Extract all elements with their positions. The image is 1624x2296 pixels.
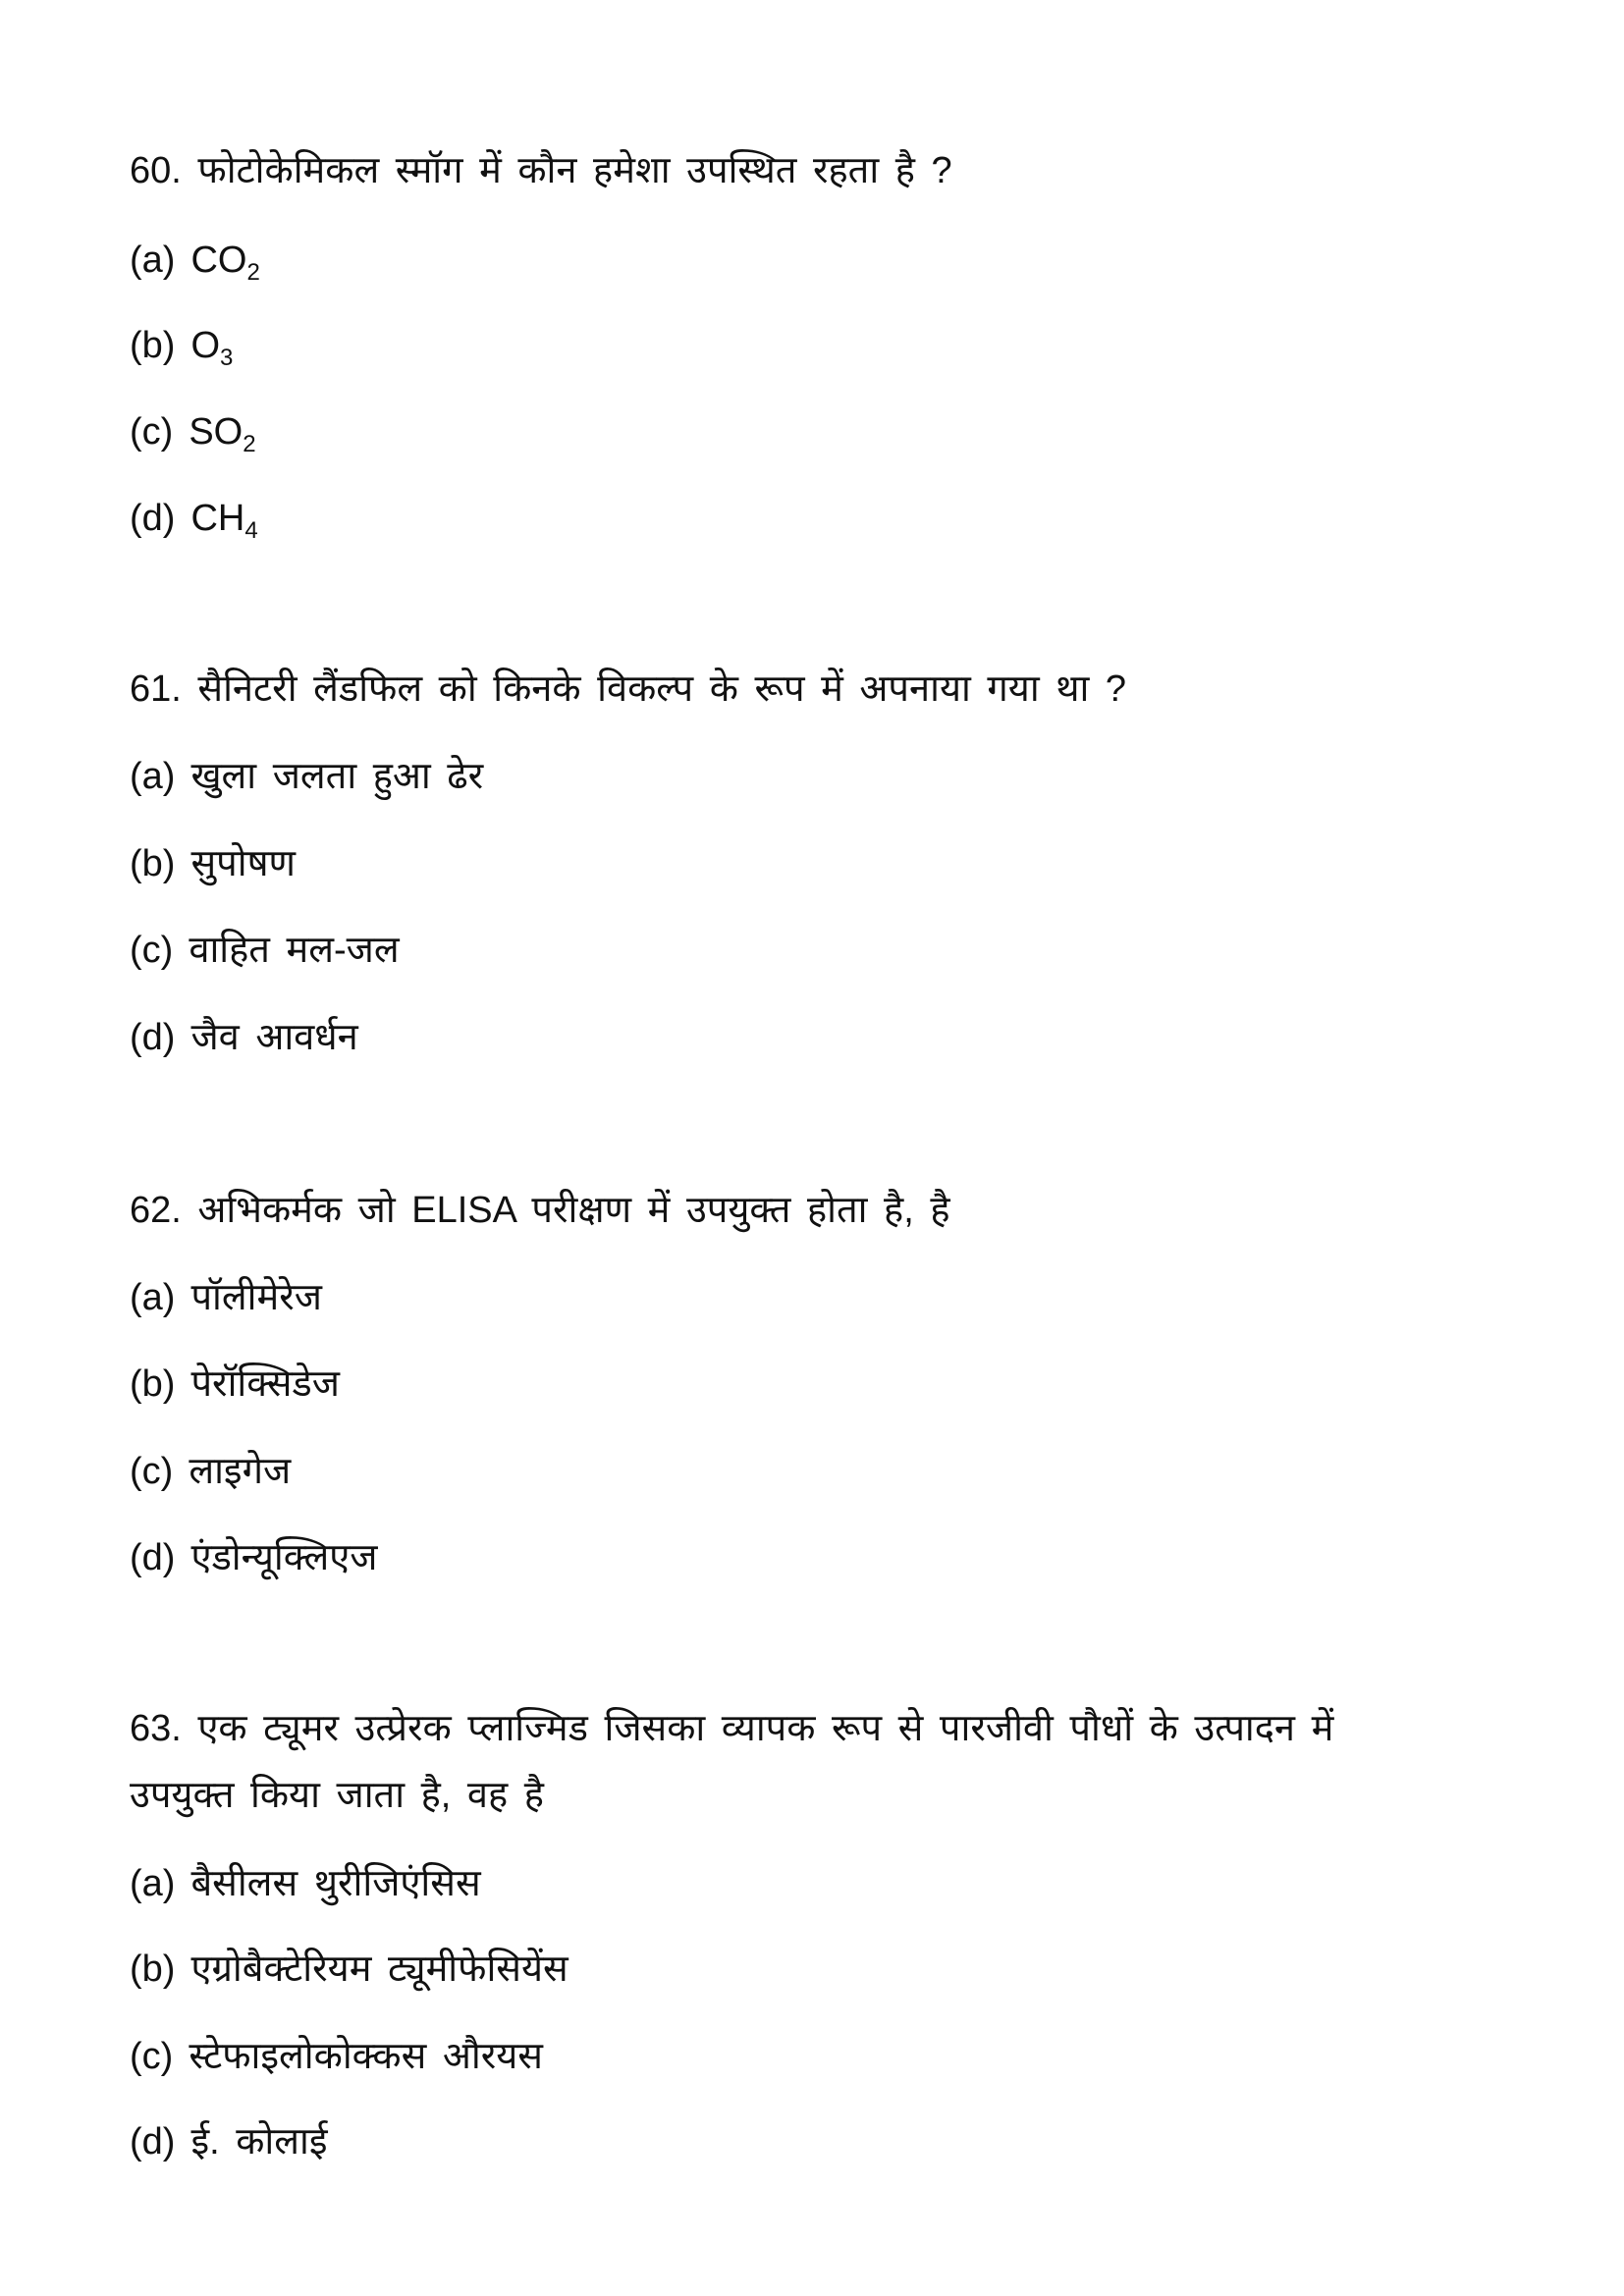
formula-base: CH	[190, 498, 245, 539]
formula-subscript: 2	[246, 259, 260, 286]
option-d	[130, 2117, 328, 2166]
formula-base: O	[190, 325, 221, 366]
question-text: अभिकर्मक जो ELISA परीक्षण में उपयुक्त होता है, है	[197, 1190, 950, 1231]
option-d	[130, 1533, 377, 1582]
option-a	[130, 1859, 481, 1908]
option-text: ई. कोलाई	[190, 2121, 328, 2163]
question-text: एक ट्यूमर उत्प्रेरक प्लाज्मिड जिसका व्यापक रूप से पारजीवी पौधों के उत्पादन में	[197, 1708, 1334, 1749]
question-63-line2	[130, 1771, 544, 1820]
question-60	[130, 146, 952, 195]
option-label: (c)	[130, 411, 174, 453]
formula-subscript: 3	[220, 345, 234, 371]
option-label: (d)	[130, 498, 176, 539]
option-text: जैव आवर्धन	[190, 1017, 358, 1058]
option-b	[130, 839, 296, 888]
option-label: (a)	[130, 756, 176, 797]
question-61	[130, 665, 1126, 714]
option-label: (a)	[130, 1277, 176, 1318]
option-label: (c)	[130, 930, 174, 971]
question-text: सैनिटरी लैंडफिल को किनके विकल्प के रूप में अपनाया गया था ?	[197, 668, 1127, 710]
option-text: लाइगेज	[189, 1451, 292, 1492]
option-text: एग्रोबैक्टेरियम ट्यूमीफेसियेंस	[190, 1949, 568, 1990]
option-a	[130, 236, 260, 285]
option-label: (d)	[130, 1017, 176, 1058]
option-text: वाहित मल-जल	[189, 930, 400, 971]
option-text: खुला जलता हुआ ढेर	[190, 756, 484, 797]
option-d	[130, 494, 258, 543]
question-text-continued: उपयुक्त किया जाता है, वह है	[130, 1775, 544, 1816]
option-label: (d)	[130, 1537, 176, 1578]
option-text: स्टेफाइलोकोक्कस औरयस	[189, 2036, 543, 2077]
option-text: पेरॉक्सिडेज	[190, 1363, 340, 1405]
option-label: (a)	[130, 1863, 176, 1904]
option-text: सुपोषण	[190, 843, 297, 884]
option-label: (c)	[130, 2036, 174, 2077]
option-text: पॉलीमेरेज	[190, 1277, 322, 1318]
option-label: (b)	[130, 1949, 176, 1990]
option-c	[130, 407, 256, 456]
option-label: (c)	[130, 1451, 174, 1492]
option-a	[130, 752, 483, 801]
option-b	[130, 1360, 340, 1409]
option-c	[130, 926, 400, 975]
question-62	[130, 1186, 950, 1235]
formula-subscript: 2	[243, 431, 256, 457]
question-number: 61.	[130, 668, 182, 710]
option-d	[130, 1013, 358, 1062]
option-b	[130, 1945, 568, 1994]
option-label: (b)	[130, 843, 176, 884]
question-number: 60.	[130, 150, 182, 191]
question-63	[130, 1704, 1333, 1753]
formula-base: SO	[189, 411, 244, 453]
question-number: 63.	[130, 1708, 182, 1749]
option-label: (d)	[130, 2121, 176, 2163]
option-text: बैसीलस थुरीजिएंसिस	[190, 1863, 481, 1904]
option-c	[130, 2032, 543, 2081]
formula-base: CO	[190, 240, 247, 281]
option-b	[130, 321, 233, 370]
option-label: (a)	[130, 240, 176, 281]
question-number: 62.	[130, 1190, 182, 1231]
option-label: (b)	[130, 325, 176, 366]
option-c	[130, 1447, 291, 1496]
option-label: (b)	[130, 1363, 176, 1405]
formula-subscript: 4	[244, 517, 258, 544]
question-text: फोटोकेमिकल स्मॉग में कौन हमेशा उपस्थित रहता है ?	[197, 150, 952, 191]
option-a	[130, 1273, 322, 1322]
option-text: एंडोन्यूक्लिएज	[190, 1537, 378, 1578]
